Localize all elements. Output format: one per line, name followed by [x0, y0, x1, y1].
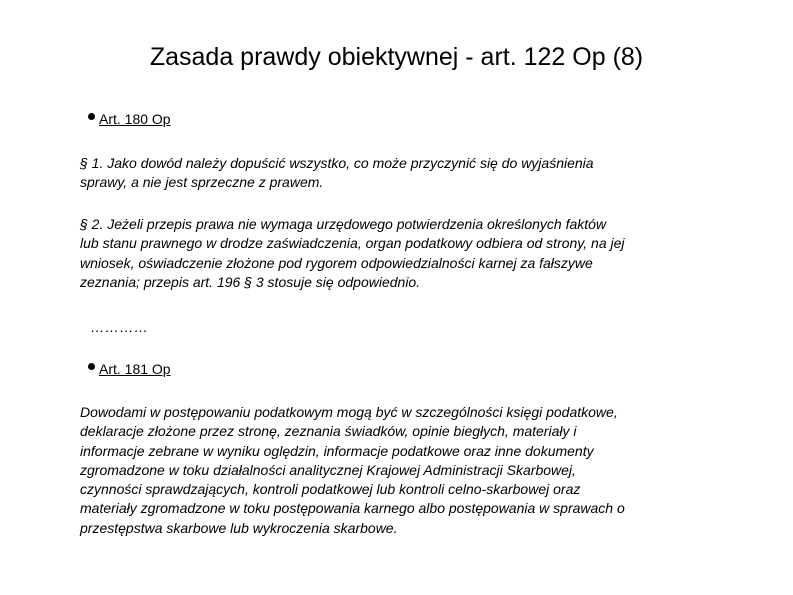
article-reference: Art. 180 Op [99, 111, 171, 127]
ellipsis-separator: ………… [90, 319, 148, 335]
article-reference: Art. 181 Op [99, 361, 171, 377]
bullet-icon [88, 363, 95, 370]
bullet-item-art-181 [88, 360, 171, 378]
paragraph-evidence: Dowodami w postępowaniu podatkowym mogą być w szczególności księgi podatkowe, deklaracje złożone przez stronę, zeznania świadków, opinie biegłych, materiały i informacje zebrane w wyniku oględzin, informacje podatkowe oraz inne dokumenty zgromadzone w toku działalności analitycznej Krajowej Administracji Skarbowej, czynności sprawdzających, kontroli podatkowej lub kontroli celno-skarbowej oraz materiały zgromadzone w toku postępowania karnego albo postępowania w sprawach o przestępstwa skarbowe lub wykroczenia skarbowe. [80, 404, 625, 536]
paragraph-section-2: § 2. Jeżeli przepis prawa nie wymaga urzędowego potwierdzenia określonych faktów lub stanu prawnego w drodze zaświadczenia, organ podatkowy odbiera od strony, na jej wniosek, oświadczenie złożone pod rygorem odpowiedzialności karnej za fałszywe zeznania; przepis art. 196 § 3 stosuje się odpowiednio. [80, 216, 625, 290]
slide-title: Zasada prawdy obiektywnej - art. 122 Op (8) [149, 43, 644, 71]
bullet-item-art-180 [88, 110, 171, 128]
bullet-icon [88, 113, 95, 120]
paragraph-section-1: § 1. Jako dowód należy dopuścić wszystko, co może przyczynić się do wyjaśnienia sprawy, a nie jest sprzeczne z prawem. [80, 155, 594, 191]
